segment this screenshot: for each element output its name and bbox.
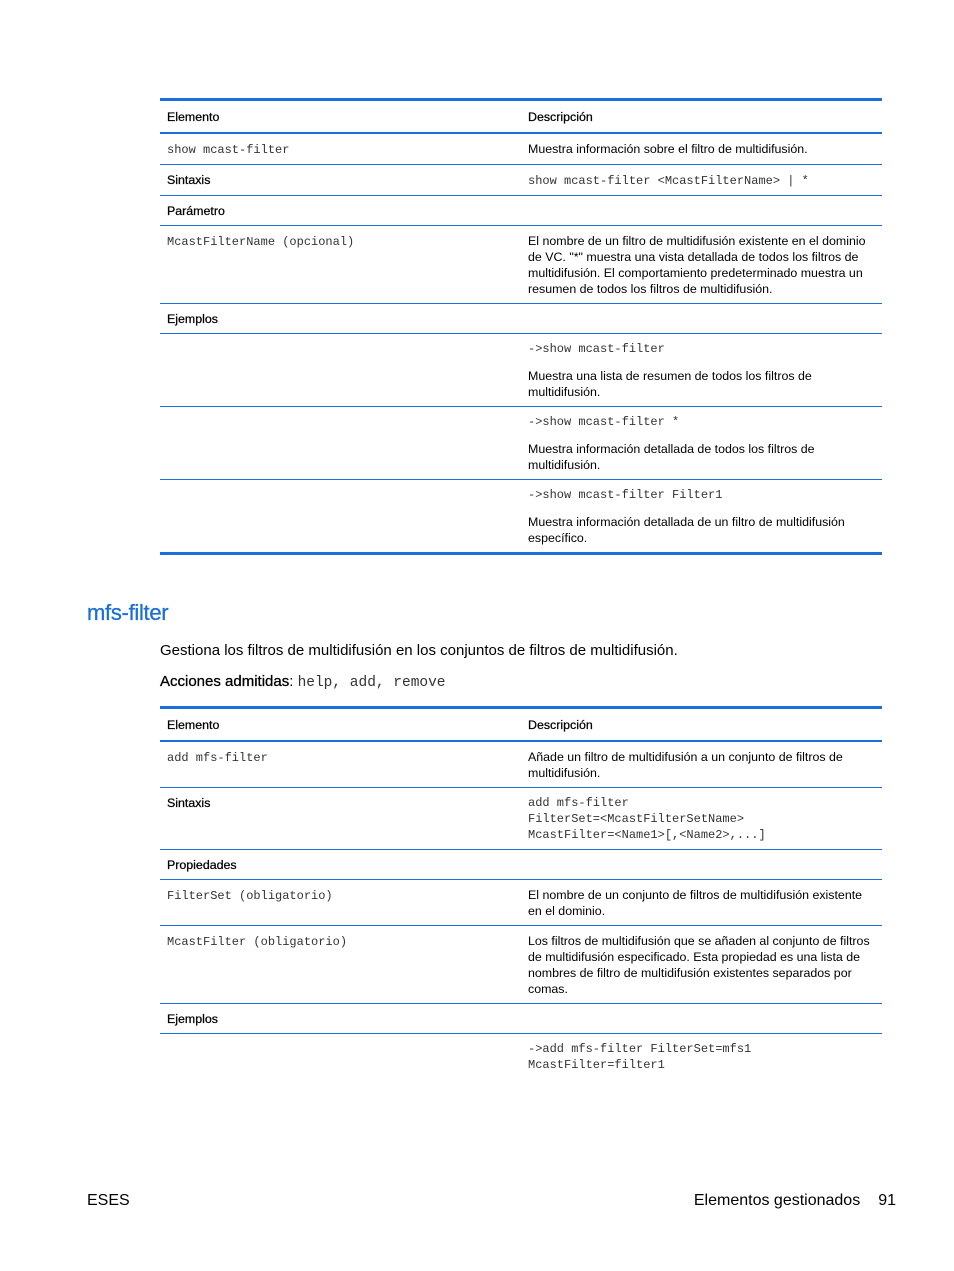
- table-row: [160, 788, 882, 850]
- command-name: show mcast-filter: [167, 143, 290, 157]
- example-description: Muestra una lista de resumen de todos los filtros de multidifusión.: [528, 369, 812, 399]
- table-row: [160, 1034, 882, 1080]
- example-command: ->show mcast-filter: [528, 342, 665, 356]
- table-row: [160, 196, 882, 226]
- properties-label: Propiedades: [160, 850, 521, 880]
- syntax-label: Sintaxis: [160, 165, 521, 196]
- examples-label: Ejemplos: [160, 1004, 521, 1034]
- syntax-value: show mcast-filter <McastFilterName> | *: [528, 174, 809, 188]
- add-mfs-filter-table: [160, 706, 882, 1079]
- examples-label: Ejemplos: [160, 304, 521, 334]
- table-row: [160, 334, 882, 407]
- property-name: FilterSet (obligatorio): [167, 889, 333, 903]
- table-row: [160, 741, 882, 788]
- table-row: [160, 480, 882, 554]
- example-command: ->show mcast-filter Filter1: [528, 488, 723, 502]
- footer-page-info: [694, 1192, 896, 1210]
- example-command: ->show mcast-filter *: [528, 415, 680, 429]
- example-command: ->add mfs-filter FilterSet=mfs1 McastFilter=filter1: [528, 1042, 752, 1072]
- command-description: Muestra información sobre el filtro de multidifusión.: [521, 133, 882, 165]
- actions-value: help, add, remove: [297, 675, 446, 691]
- syntax-label: Sintaxis: [160, 788, 521, 850]
- parameter-description: El nombre de un filtro de multidifusión existente en el dominio de VC. "*" muestra una vista detallada de todos los filtros de multidifusión. El comportamiento predeterminado muestra un resumen de todos los filtros de multidifusión.: [521, 226, 882, 304]
- property-description: El nombre de un conjunto de filtros de multidifusión existente en el dominio.: [521, 880, 882, 926]
- table-row: [160, 226, 882, 304]
- command-description: Añade un filtro de multidifusión a un conjunto de filtros de multidifusión.: [521, 741, 882, 788]
- header-elemento: Elemento: [160, 100, 521, 134]
- actions-separator: :: [289, 673, 298, 690]
- supported-actions: [160, 673, 446, 691]
- footer-locale: ESES: [87, 1192, 130, 1209]
- footer-section: Elementos gestionados: [693, 1192, 861, 1209]
- table-row: [160, 926, 882, 1004]
- section-intro: Gestiona los filtros de multidifusión en los conjuntos de filtros de multidifusión.: [160, 642, 678, 659]
- table-row: [160, 1004, 882, 1034]
- section-title: mfs-filter: [87, 600, 169, 625]
- parameter-name: McastFilterName (opcional): [167, 235, 355, 249]
- table-row: [160, 165, 882, 196]
- parameter-label: Parámetro: [160, 196, 521, 226]
- header-descripcion: Descripción: [521, 708, 882, 742]
- table-row: [160, 880, 882, 926]
- table-header-row: [160, 100, 882, 134]
- table-row: [160, 133, 882, 165]
- table-row: [160, 850, 882, 880]
- header-elemento: Elemento: [160, 708, 521, 742]
- table-row: [160, 407, 882, 480]
- actions-label: Acciones admitidas: [160, 673, 290, 690]
- header-descripcion: Descripción: [521, 100, 882, 134]
- page-number: 91: [878, 1192, 896, 1209]
- example-description: Muestra información detallada de todos los filtros de multidifusión.: [528, 442, 815, 472]
- show-mcast-filter-table: [160, 98, 882, 555]
- table-header-row: [160, 708, 882, 742]
- table-row: [160, 304, 882, 334]
- syntax-value: add mfs-filter FilterSet=<McastFilterSetName> McastFilter=<Name1>[,<Name2>,...]: [528, 796, 766, 842]
- property-name: McastFilter (obligatorio): [167, 935, 348, 949]
- command-name: add mfs-filter: [167, 751, 268, 765]
- property-description: Los filtros de multidifusión que se añaden al conjunto de filtros de multidifusión especificado. Esta propiedad es una lista de nombres de filtro de multidifusión existentes separados por comas.: [521, 926, 882, 1004]
- example-description: Muestra información detallada de un filtro de multidifusión específico.: [528, 515, 845, 545]
